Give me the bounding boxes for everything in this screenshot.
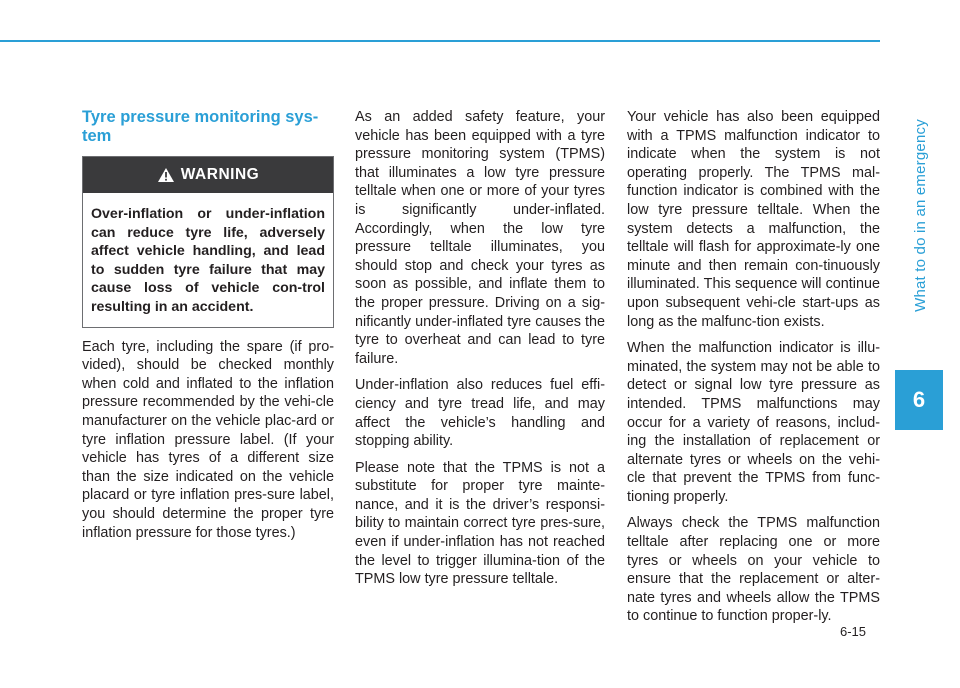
chapter-number-badge: 6 (895, 370, 943, 430)
chapter-tab (890, 60, 950, 370)
section-title (82, 108, 334, 146)
header-rule (0, 40, 880, 42)
warning-label: WARNING (180, 165, 260, 183)
paragraph: Always check the TPMS malfunction telltale after replacing one or more tyres or wheels on your vehicle to ensure that the replacement or alter-nate tyres and wheels allow the TPMS to continue to function proper-ly. (627, 515, 880, 625)
section-title-text: Tyre pressure monitoring sys- tem (82, 108, 319, 145)
column-1 (82, 108, 334, 550)
warning-triangle-icon (157, 167, 175, 183)
paragraph: Please note that the TPMS is not a substitute for proper tyre mainte-nance, and it is the driver’s responsi-bility to maintain correct tyre pres-sure, even if under-inflation has not reached the level to trigger illumina-tion of the TPMS low tyre pressure telltale. (355, 459, 605, 588)
paragraph: Your vehicle has also been equipped with a TPMS malfunction indicator to indicate when the system is not operating properly. The TPMS mal-function indicator is combined with the low tyre pressure telltale. When the system detects a malfunction, the telltale will flash for approximate-ly one minute and then remain con-tinuously illuminated. This sequence will continue upon subsequent vehi-cle start-ups as long as the malfunc-tion exists. (627, 109, 880, 330)
paragraph: Each tyre, including the spare (if pro-vided), should be checked monthly when cold and inflated to the inflation pressure recommended by the vehi-cle manufacturer on the vehicle plac-ard or tyre inflation pressure label. (If your vehicle has tyres of a different size than the size indicated on the vehicle placard or tyre inflation pres-sure label, you should determine the proper tyre inflation pressure for those tyres.) (82, 338, 334, 541)
warning-box (82, 156, 334, 328)
warning-header (83, 157, 333, 193)
column-2 (355, 108, 605, 597)
warning-text: Over-inflation or under-inflation can reduce tyre life, adversely affect vehicle handling, and lead to sudden tyre failure that may cause loss of vehicle con-trol resulting in an accident. (91, 206, 325, 315)
column-3 (627, 108, 880, 634)
page-number: 6-15 (840, 624, 867, 639)
paragraph: As an added safety feature, your vehicle has been equipped with a tyre pressure monitoring system (TPMS) that illuminates a low tyre pressure telltale when one or more of your tyres is significantly under-inflated. Accordingly, when the low tyre pressure telltale illuminates, you should stop and check your tyres as soon as possible, and inflate them to the proper pressure. Driving on a sig-nificantly under-inflated tyre causes the tyre to overheat and can lead to tyre failure. (355, 109, 605, 367)
paragraph: When the malfunction indicator is illu-minated, the system may not be able to detect or signal low tyre pressure as intended. TPMS malfunctions may occur for a variety of reasons, includ-ing the installation of replacement or alternate tyres or wheels on the vehi-cle that prevent the TPMS from func-tioning properly. (627, 340, 880, 505)
chapter-tab-label: What to do in an emergency (911, 118, 929, 312)
paragraph: Under-inflation also reduces fuel effi-ciency and tyre tread life, and may affect the vehicle’s handling and stopping ability. (355, 377, 605, 450)
